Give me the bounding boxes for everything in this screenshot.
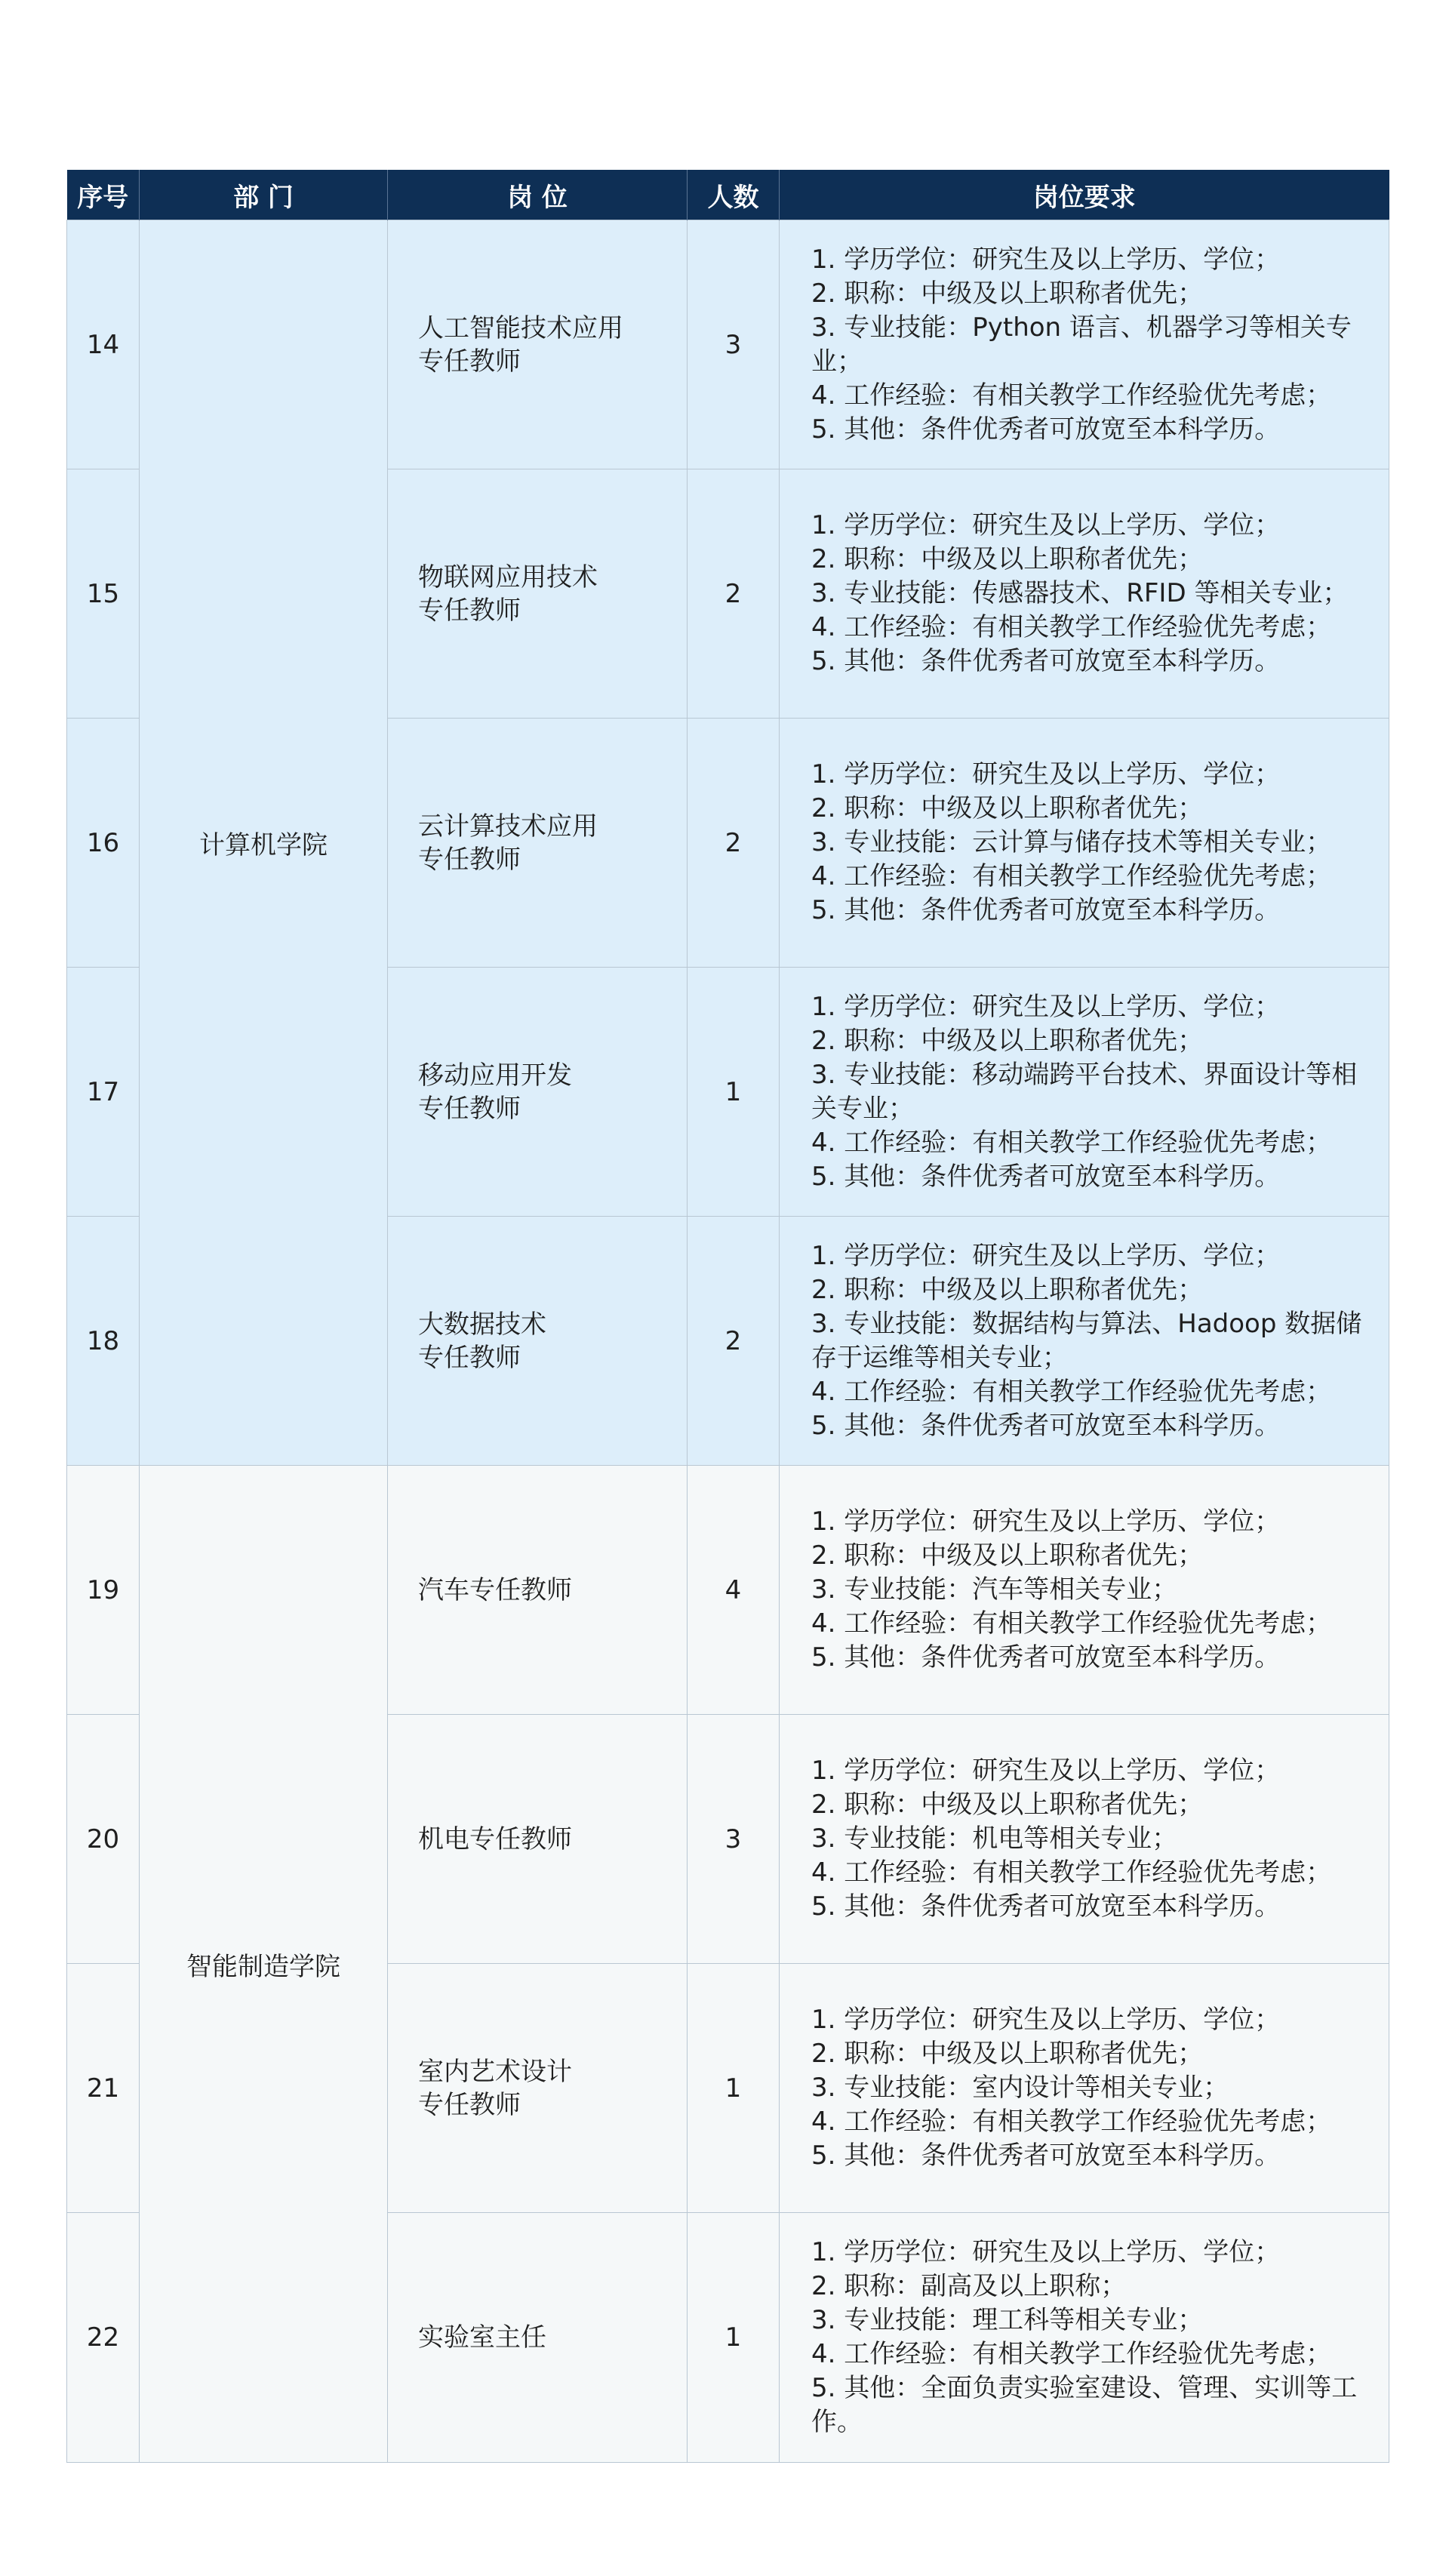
requirement-line: 2. 职称：中级及以上职称者优先； [811,544,1204,574]
requirement-line: 5. 其他：条件优秀者可放宽至本科学历。 [811,895,1281,925]
requirement-line: 4. 工作经验：有相关教学工作经验优先考虑； [811,2339,1332,2369]
position-line: 大数据技术 [418,1309,546,1340]
position-line: 汽车专任教师 [418,1574,572,1605]
requirement-line: 4. 工作经验：有相关教学工作经验优先考虑； [811,1608,1332,1639]
requirement-line: 2. 职称：中级及以上职称者优先； [811,1790,1204,1820]
table-body [67,220,1389,2463]
cell-position [388,1466,688,1715]
cell-no: 17 [67,968,140,1217]
cell-position [388,1217,688,1466]
cell-requirements [780,469,1389,719]
requirement-line: 3. 专业技能：移动端跨平台技术、界面设计等相关专业； [811,1059,1358,1124]
cell-no: 18 [67,1217,140,1466]
position-line: 专任教师 [418,844,521,875]
cell-position [388,469,688,719]
cell-position [388,220,688,469]
position-line: 云计算技术应用 [418,811,598,842]
recruitment-table [66,170,1389,2463]
requirement-line: 1. 学历学位：研究生及以上学历、学位； [811,1756,1281,1786]
requirement-line: 4. 工作经验：有相关教学工作经验优先考虑； [811,1376,1332,1407]
position-line: 移动应用开发 [418,1060,572,1091]
cell-count: 2 [688,719,780,968]
cell-count: 4 [688,1466,780,1715]
requirement-line: 2. 职称：中级及以上职称者优先； [811,1025,1204,1056]
cell-position [388,1964,688,2213]
cell-no: 22 [67,2213,140,2463]
cell-requirements [780,719,1389,968]
cell-no: 14 [67,220,140,469]
cell-no: 20 [67,1715,140,1964]
position-line: 专任教师 [418,1093,521,1124]
cell-position [388,1715,688,1964]
position-line: 人工智能技术应用 [418,312,623,343]
requirement-line: 1. 学历学位：研究生及以上学历、学位； [811,2237,1281,2267]
cell-count: 1 [688,2213,780,2463]
cell-requirements [780,1217,1389,1466]
cell-department: 计算机学院 [140,220,388,1466]
requirement-line: 3. 专业技能：Python 语言、机器学习等相关专业； [811,312,1352,377]
cell-count: 3 [688,1715,780,1964]
requirement-line: 2. 职称：副高及以上职称； [811,2271,1127,2301]
requirement-line: 1. 学历学位：研究生及以上学历、学位； [811,1240,1281,1271]
cell-no: 19 [67,1466,140,1715]
cell-no: 15 [67,469,140,719]
table-row [67,220,1389,469]
requirement-line: 1. 学历学位：研究生及以上学历、学位； [811,510,1281,540]
cell-no: 21 [67,1964,140,2213]
cell-count: 1 [688,968,780,1217]
requirement-line: 2. 职称：中级及以上职称者优先； [811,793,1204,823]
position-line: 机电专任教师 [418,1824,572,1854]
position-line: 实验室主任 [418,2322,546,2353]
requirement-line: 3. 专业技能：云计算与储存技术等相关专业； [811,827,1332,857]
cell-count: 2 [688,469,780,719]
requirement-line: 3. 专业技能：室内设计等相关专业； [811,2073,1229,2103]
requirement-line: 5. 其他：条件优秀者可放宽至本科学历。 [811,1410,1281,1441]
header-requirements: 岗位要求 [780,170,1389,220]
requirement-line: 4. 工作经验：有相关教学工作经验优先考虑； [811,380,1332,411]
position-line: 专任教师 [418,595,521,626]
position-line: 专任教师 [418,346,521,377]
cell-requirements [780,220,1389,469]
cell-count: 1 [688,1964,780,2213]
requirement-line: 2. 职称：中级及以上职称者优先； [811,1274,1204,1305]
requirement-line: 3. 专业技能：数据结构与算法、Hadoop 数据储存于运维等相关专业； [811,1308,1362,1373]
position-line: 室内艺术设计 [418,2056,572,2087]
requirement-line: 5. 其他：条件优秀者可放宽至本科学历。 [811,646,1281,676]
requirement-line: 5. 其他：全面负责实验室建设、管理、实训等工作。 [811,2373,1358,2437]
requirement-line: 5. 其他：条件优秀者可放宽至本科学历。 [811,414,1281,445]
cell-no: 16 [67,719,140,968]
cell-count: 2 [688,1217,780,1466]
table-header-row [67,170,1389,220]
header-position: 岗 位 [388,170,688,220]
table-row [67,1466,1389,1715]
requirement-line: 5. 其他：条件优秀者可放宽至本科学历。 [811,2141,1281,2171]
requirement-line: 2. 职称：中级及以上职称者优先； [811,1540,1204,1571]
header-department: 部 门 [140,170,388,220]
requirement-line: 4. 工作经验：有相关教学工作经验优先考虑； [811,1127,1332,1158]
header-count: 人数 [688,170,780,220]
requirement-line: 4. 工作经验：有相关教学工作经验优先考虑； [811,612,1332,642]
requirement-line: 1. 学历学位：研究生及以上学历、学位； [811,1507,1281,1537]
requirement-line: 2. 职称：中级及以上职称者优先； [811,2039,1204,2069]
requirement-line: 1. 学历学位：研究生及以上学历、学位； [811,244,1281,275]
cell-requirements [780,2213,1389,2463]
requirement-line: 5. 其他：条件优秀者可放宽至本科学历。 [811,1891,1281,1922]
requirement-line: 4. 工作经验：有相关教学工作经验优先考虑； [811,861,1332,891]
position-line: 专任教师 [418,1342,521,1373]
requirement-line: 3. 专业技能：理工科等相关专业； [811,2305,1204,2335]
cell-requirements [780,1715,1389,1964]
requirement-line: 3. 专业技能：汽车等相关专业； [811,1574,1178,1605]
cell-department: 智能制造学院 [140,1466,388,2463]
requirement-line: 2. 职称：中级及以上职称者优先； [811,278,1204,309]
requirement-line: 5. 其他：条件优秀者可放宽至本科学历。 [811,1161,1281,1192]
header-no: 序号 [67,170,140,220]
cell-requirements [780,1466,1389,1715]
requirement-line: 1. 学历学位：研究生及以上学历、学位； [811,991,1281,1022]
requirement-line: 5. 其他：条件优秀者可放宽至本科学历。 [811,1642,1281,1673]
cell-requirements [780,1964,1389,2213]
cell-position [388,719,688,968]
requirement-line: 1. 学历学位：研究生及以上学历、学位； [811,759,1281,789]
requirement-line: 4. 工作经验：有相关教学工作经验优先考虑； [811,1857,1332,1888]
cell-requirements [780,968,1389,1217]
cell-count: 3 [688,220,780,469]
requirement-line: 3. 专业技能：传感器技术、RFID 等相关专业； [811,578,1349,608]
requirement-line: 4. 工作经验：有相关教学工作经验优先考虑； [811,2107,1332,2137]
requirement-line: 1. 学历学位：研究生及以上学历、学位； [811,2005,1281,2035]
cell-position [388,968,688,1217]
position-line: 专任教师 [418,2089,521,2120]
cell-position [388,2213,688,2463]
position-line: 物联网应用技术 [418,562,598,592]
requirement-line: 3. 专业技能：机电等相关专业； [811,1824,1178,1854]
